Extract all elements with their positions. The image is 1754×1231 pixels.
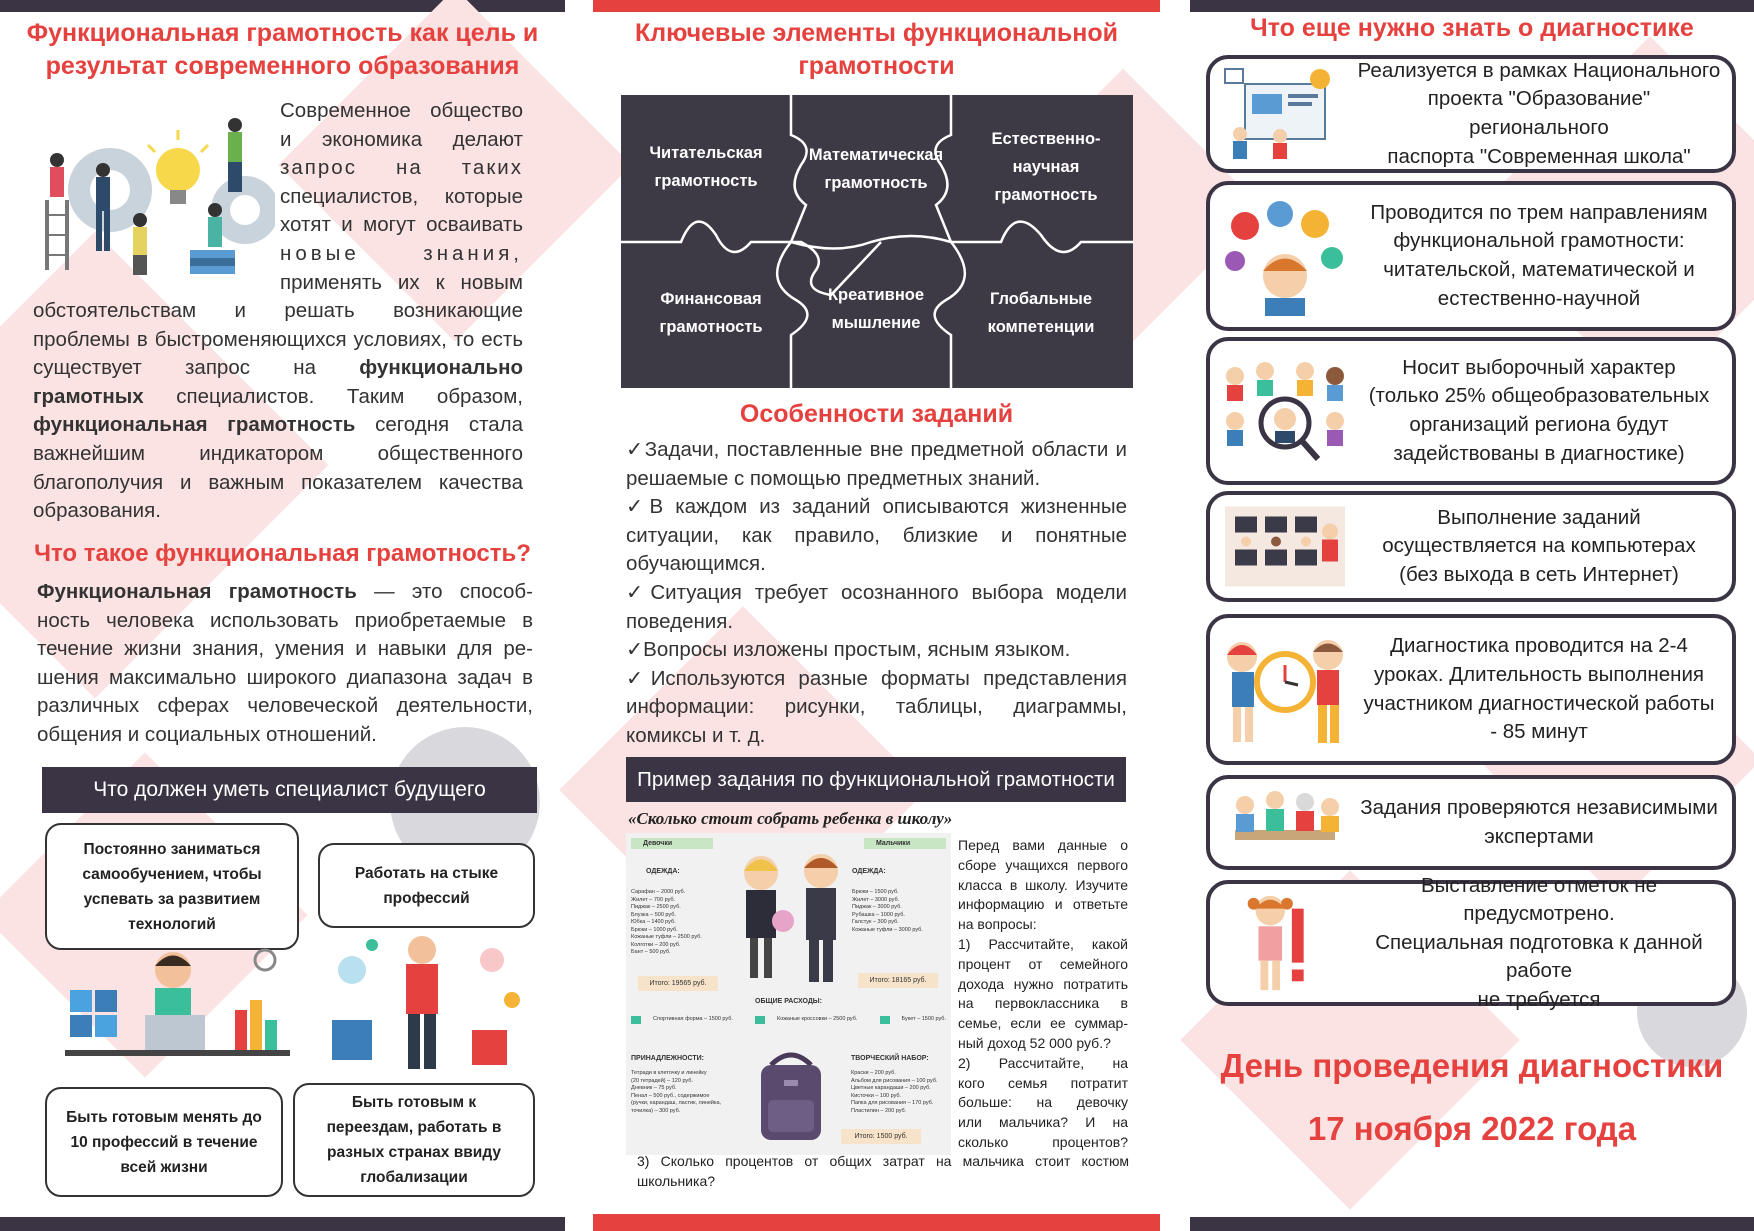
- skill-card: Быть готовым менять до 10 профессий в течение всей жизни: [45, 1087, 283, 1197]
- cost-item: Пластилин – 200 руб.: [851, 1107, 907, 1114]
- top-bar: [0, 0, 565, 12]
- girls-total: Итого: 19565 руб.: [638, 976, 718, 991]
- cost-item: Жилет – 3000 руб.: [852, 896, 900, 903]
- info-card: [1206, 491, 1736, 602]
- text-line: важнейшим индикатором общественного: [33, 441, 523, 465]
- diagnostic-day-date: 17 ноября 2022 года: [1307, 1110, 1637, 1147]
- feature-line: ✓Используются разные форматы представления: [626, 666, 1127, 690]
- text-line: новые знания,: [280, 241, 523, 265]
- left-panel: [0, 0, 565, 1231]
- card-line: читательской, математической и: [1383, 258, 1695, 281]
- task-line: ный доход 52 000 руб.?: [958, 1034, 1111, 1051]
- boys-total: Итого: 18165 руб.: [858, 973, 938, 988]
- cost-item: Сарафан – 2000 руб.: [631, 889, 686, 895]
- feature-line: ✓В каждом из заданий описываются жизненные: [626, 495, 1127, 519]
- cost-item: точилка) – 300 руб.: [631, 1107, 681, 1114]
- text-span: существует запрос на: [33, 356, 360, 380]
- cost-item: Кожаные туфли – 2500 руб.: [631, 934, 702, 940]
- info-card: [1206, 775, 1736, 870]
- card-line: Проводится по трем направлениям: [1370, 200, 1708, 224]
- title-line: результат современного образования: [45, 52, 520, 80]
- cost-item: (ручки, карандаш, ластик, линейка,: [631, 1100, 722, 1106]
- cost-item: Альбом для рисования – 100 руб.: [851, 1077, 938, 1084]
- card-line: Выполнение заданий: [1437, 505, 1641, 529]
- feature-line: обучающимся.: [626, 552, 766, 576]
- future-specialist-banner: Что должен уметь специалист будущего: [42, 767, 537, 813]
- middle-panel: [593, 0, 1160, 1231]
- task-line: на вопросы:: [958, 916, 1037, 933]
- creative-items: [851, 1070, 951, 1115]
- bold-span: грамотных: [33, 384, 144, 408]
- title-line: Функциональная грамотность как цель и: [26, 19, 539, 47]
- text-line: [37, 578, 533, 607]
- puzzle-text-line: Читательская: [649, 144, 763, 162]
- cost-item: Галстук – 300 руб.: [852, 919, 899, 925]
- puzzle-text-line: Финансовая: [660, 290, 762, 308]
- bold-span: функциональная грамотность: [33, 413, 356, 437]
- card-line: Реализуется в рамках Национального: [1357, 58, 1721, 82]
- cost-item: Тетради в клеточку и линейку: [631, 1070, 707, 1076]
- task-line: на первоклассника в: [958, 995, 1128, 1012]
- task-line: процент от семейного: [958, 955, 1128, 972]
- text-line: обстоятельствам и решать возникающие: [33, 299, 523, 322]
- puzzle-text-line: грамотность: [654, 172, 758, 190]
- task-line: 1) Рассчитайте, какой: [958, 935, 1128, 952]
- cost-item: Брюки – 1000 руб.: [631, 926, 678, 933]
- card-line: уроках. Длительность выполнения: [1373, 662, 1705, 686]
- cost-item: Кожаные кроссовки – 2500 руб.: [755, 1016, 857, 1024]
- text-line: шения максимально широкого диапазона задач в: [37, 665, 533, 689]
- what-is-title: Что такое функциональная грамотность?: [34, 540, 531, 567]
- kids-illustration: [721, 843, 861, 993]
- task-line: больше: на девочку: [958, 1094, 1128, 1111]
- cost-item: Пенал – 500 руб., содержимое: [631, 1092, 710, 1099]
- feature-line: ситуации, как правило, близкие и понятные: [626, 523, 1127, 547]
- cost-item: Кисточки – 100 руб.: [851, 1092, 902, 1099]
- puzzle-text-line: Глобальные: [989, 290, 1093, 308]
- puzzle-science: [966, 125, 1126, 209]
- left-title: [0, 17, 565, 83]
- bottom-bar: [593, 1214, 1160, 1231]
- right-panel: [1190, 0, 1754, 1231]
- definition-block: [37, 578, 533, 750]
- cost-item: Краски – 200 руб.: [851, 1070, 896, 1076]
- task-line: 2) Рассчитайте, на: [958, 1054, 1128, 1071]
- boys-tag: Мальчики: [864, 838, 946, 849]
- experts-meeting-icon: [1220, 784, 1350, 861]
- text-line: и экономика делают: [280, 127, 523, 151]
- puzzle-text-line: научная: [1012, 158, 1080, 176]
- puzzle-text-line: грамотность: [659, 318, 763, 336]
- info-card-text: [1350, 199, 1732, 313]
- task-line: дохода нужно потратить: [958, 975, 1128, 992]
- text-line: общения и социальных отношений.: [37, 722, 377, 746]
- supplies-items: [631, 1070, 741, 1115]
- info-card-text: [1350, 504, 1732, 590]
- girls-tag: Девочки: [631, 838, 713, 849]
- backpack-icon: [746, 1045, 836, 1145]
- clothes-label: ОДЕЖДА:: [646, 868, 680, 875]
- card-line: организаций региона будут: [1409, 413, 1669, 436]
- feature-line: ✓Ситуация требует осознанного выбора модели: [626, 580, 1127, 604]
- education-project-icon: [1220, 64, 1350, 164]
- info-card: [1206, 55, 1736, 173]
- cost-item: Цветные карандаши – 200 руб.: [851, 1085, 931, 1091]
- features-title: Особенности заданий: [739, 400, 1014, 428]
- text-line: течение жизни знания, умения и навыки для ре-: [37, 637, 533, 661]
- cost-item: Дневник – 75 руб.: [631, 1085, 677, 1091]
- cost-item: Брюки – 1500 руб.: [852, 889, 899, 895]
- card-line: (только 25% общеобразовательных: [1368, 384, 1710, 408]
- cost-item: Жилет – 700 руб.: [631, 896, 676, 903]
- title-line: грамотности: [798, 52, 955, 80]
- info-card: [1206, 181, 1736, 331]
- puzzle-text-line: мышление: [831, 314, 921, 332]
- diagnostic-day-title: День проведения диагностики: [1220, 1047, 1724, 1084]
- puzzle-creative: [796, 281, 956, 337]
- common-items: [631, 1011, 946, 1029]
- creative-label: ТВОРЧЕСКИЙ НАБОР:: [851, 1055, 929, 1062]
- puzzle-text-line: грамотность: [994, 186, 1098, 204]
- text-line: [33, 354, 523, 383]
- top-bar: [1190, 0, 1754, 12]
- info-card-text: [1350, 57, 1732, 171]
- girls-items: [631, 889, 726, 957]
- card-line: функциональной грамотности:: [1393, 229, 1685, 253]
- task-line: или мальчика? И на: [958, 1114, 1128, 1131]
- businessman-illustration: [322, 930, 532, 1075]
- info-card-text: [1350, 872, 1732, 1015]
- skill-card: Работать на стыке профессий: [318, 843, 535, 928]
- feature-line: ✓Вопросы изложены простым, ясным языком.: [626, 638, 1071, 662]
- puzzle-finance: [631, 285, 791, 341]
- task-line: сборе учащихся первого: [958, 856, 1128, 873]
- puzzle-reading: [626, 139, 786, 195]
- title-line: Ключевые элементы функциональной: [635, 19, 1118, 47]
- task-line: 3) Сколько процентов от общих затрат на мальчика стоит костюм: [637, 1153, 1129, 1169]
- skill-card: Постоянно заниматься самообучением, чтобы успевать за развитием технологий: [45, 823, 299, 950]
- task-line: школьника?: [637, 1172, 716, 1189]
- bag-total: Итого: 1500 руб.: [841, 1129, 921, 1144]
- text-span: — это способ-: [356, 580, 533, 603]
- puzzle-block: [621, 95, 1133, 388]
- card-line: участником диагностической работы: [1363, 691, 1715, 715]
- programmer-illustration: [55, 930, 300, 1070]
- cost-item: Юбка – 1400 руб.: [631, 919, 676, 925]
- text-line: хотят и могут осваивать: [280, 213, 523, 237]
- skill-card: Быть готовым к переездам, работать в разных странах ввиду глобализации: [293, 1083, 535, 1197]
- info-card: [1206, 614, 1736, 765]
- info-card-text: [1350, 632, 1732, 746]
- feature-line: комиксы и т. д.: [626, 723, 766, 747]
- intro-full-width: [33, 297, 523, 526]
- clothes-label: ОДЕЖДА:: [852, 868, 886, 875]
- text-span: сегодня стала: [355, 413, 523, 437]
- features-list: [626, 436, 1127, 751]
- kids-clock-icon: [1220, 623, 1350, 756]
- card-line: Выставление отметок не предусмотрено.: [1421, 873, 1657, 926]
- card-line: Задания проверяются независимыми: [1360, 795, 1718, 819]
- card-line: естественно-научной: [1437, 286, 1641, 310]
- bottom-bar: [0, 1217, 565, 1231]
- task-line: кого семья потратит: [958, 1074, 1128, 1091]
- puzzle-text-line: грамотность: [824, 174, 928, 192]
- text-line: различных сферах человеческой деятельности,: [37, 694, 533, 718]
- task-line: класса в школу. Изучите: [958, 876, 1128, 893]
- cost-item: Букет – 1500 руб.: [880, 1016, 946, 1024]
- task-question-3: [637, 1152, 1129, 1192]
- puzzle-text-line: компетенции: [987, 318, 1095, 336]
- cost-item: Пиджак – 2500 руб.: [631, 904, 681, 910]
- puzzle-math: [796, 141, 956, 197]
- card-line: паспорта "Современная школа": [1387, 144, 1691, 168]
- people-selection-icon: [1220, 346, 1350, 476]
- text-line: применять их к новым: [280, 270, 523, 294]
- card-line: - 85 минут: [1490, 720, 1588, 744]
- intro-right-column: [280, 97, 523, 297]
- text-line: образования.: [33, 499, 161, 523]
- right-title: Что еще нужно знать о диагностике: [1250, 14, 1694, 42]
- puzzle-text-line: Математическая: [808, 146, 944, 164]
- bottom-bar: [1190, 1217, 1754, 1231]
- info-card: [1206, 337, 1736, 485]
- card-line: проекта "Образование" регионального: [1427, 87, 1651, 139]
- text-span: специалистов. Таким образом,: [143, 384, 523, 408]
- computer-class-icon: [1220, 500, 1350, 593]
- common-label: ОБЩИЕ РАСХОДЫ:: [755, 998, 822, 1005]
- example-banner: Пример задания по функциональной грамотности: [626, 757, 1126, 802]
- supplies-label: ПРИНАДЛЕЖНОСТИ:: [631, 1055, 705, 1062]
- text-line: [33, 383, 523, 412]
- child-thinking-icon: [1220, 190, 1350, 322]
- bold-span: функционально: [359, 356, 523, 380]
- feature-line: поведения.: [626, 609, 734, 633]
- info-card-text: [1350, 794, 1732, 851]
- text-line: Современное общество: [280, 99, 523, 122]
- girl-exclamation-icon: [1220, 889, 1350, 997]
- middle-title: [593, 17, 1160, 83]
- puzzle-text-line: Естественно-: [991, 130, 1101, 148]
- cost-item: (20 тетрадей) – 120 руб.: [631, 1077, 693, 1084]
- school-costs-infographic: [626, 833, 951, 1155]
- text-line: специалистов, которые: [280, 184, 523, 208]
- text-line: ность человека использовать приобретаемые в: [37, 608, 533, 632]
- task-line: сколько процентов?: [958, 1133, 1128, 1150]
- top-bar: [593, 0, 1160, 12]
- task-text: [958, 836, 1128, 1153]
- task-line: Перед вами данные о: [958, 837, 1128, 853]
- card-line: Носит выборочный характер: [1402, 355, 1676, 379]
- info-card-text: [1350, 354, 1732, 468]
- card-line: не требуется: [1477, 987, 1601, 1011]
- cost-item: Колготки – 200 руб.: [631, 941, 681, 948]
- card-line: осуществляется на компьютерах: [1382, 534, 1696, 558]
- text-line: проблемы в быстроменяющихся условиях, то есть: [33, 327, 523, 351]
- text-line: запрос на таких: [280, 156, 523, 180]
- feature-line: ✓Задачи, поставленные вне предметной области и: [626, 438, 1127, 461]
- card-line: Специальная подготовка к данной работе: [1375, 930, 1703, 983]
- cost-item: Рубашка – 1000 руб.: [852, 911, 905, 918]
- boys-items: [852, 889, 947, 934]
- puzzle-text-line: Креативное: [827, 286, 925, 304]
- card-line: (без выхода в сеть Интернет): [1399, 562, 1679, 586]
- cost-item: Пиджак – 3000 руб.: [852, 904, 902, 910]
- feature-line: решаемые с помощью предметных знаний.: [626, 466, 1041, 490]
- bold-span: Функциональная грамотность: [37, 580, 357, 603]
- cost-item: Спортивная форма – 1500 руб.: [631, 1016, 733, 1024]
- card-line: экспертами: [1484, 824, 1594, 848]
- card-line: Диагностика проводится на 2-4: [1390, 634, 1688, 658]
- cost-item: Блузка – 500 руб.: [631, 911, 676, 918]
- task-line: семье, если ее суммар-: [958, 1015, 1128, 1032]
- cost-item: Папка для рисования – 170 руб.: [851, 1100, 934, 1106]
- gears-people-illustration: [40, 110, 275, 280]
- cost-item: Кожаные туфли – 3000 руб.: [852, 926, 923, 933]
- puzzle-global: [961, 285, 1121, 341]
- task-line: информацию и ответьте: [958, 896, 1128, 913]
- info-card: [1206, 873, 1736, 1011]
- cost-item: Бант – 500 руб.: [631, 949, 671, 955]
- example-title: «Сколько стоит собрать ребенка в школу»: [628, 809, 953, 828]
- text-line: [33, 411, 523, 440]
- feature-line: информации: рисунки, таблицы, диаграммы,: [626, 695, 1127, 719]
- text-line: благополучия и важным показателем качества: [33, 470, 523, 494]
- card-line: задействованы в диагностике): [1393, 441, 1685, 465]
